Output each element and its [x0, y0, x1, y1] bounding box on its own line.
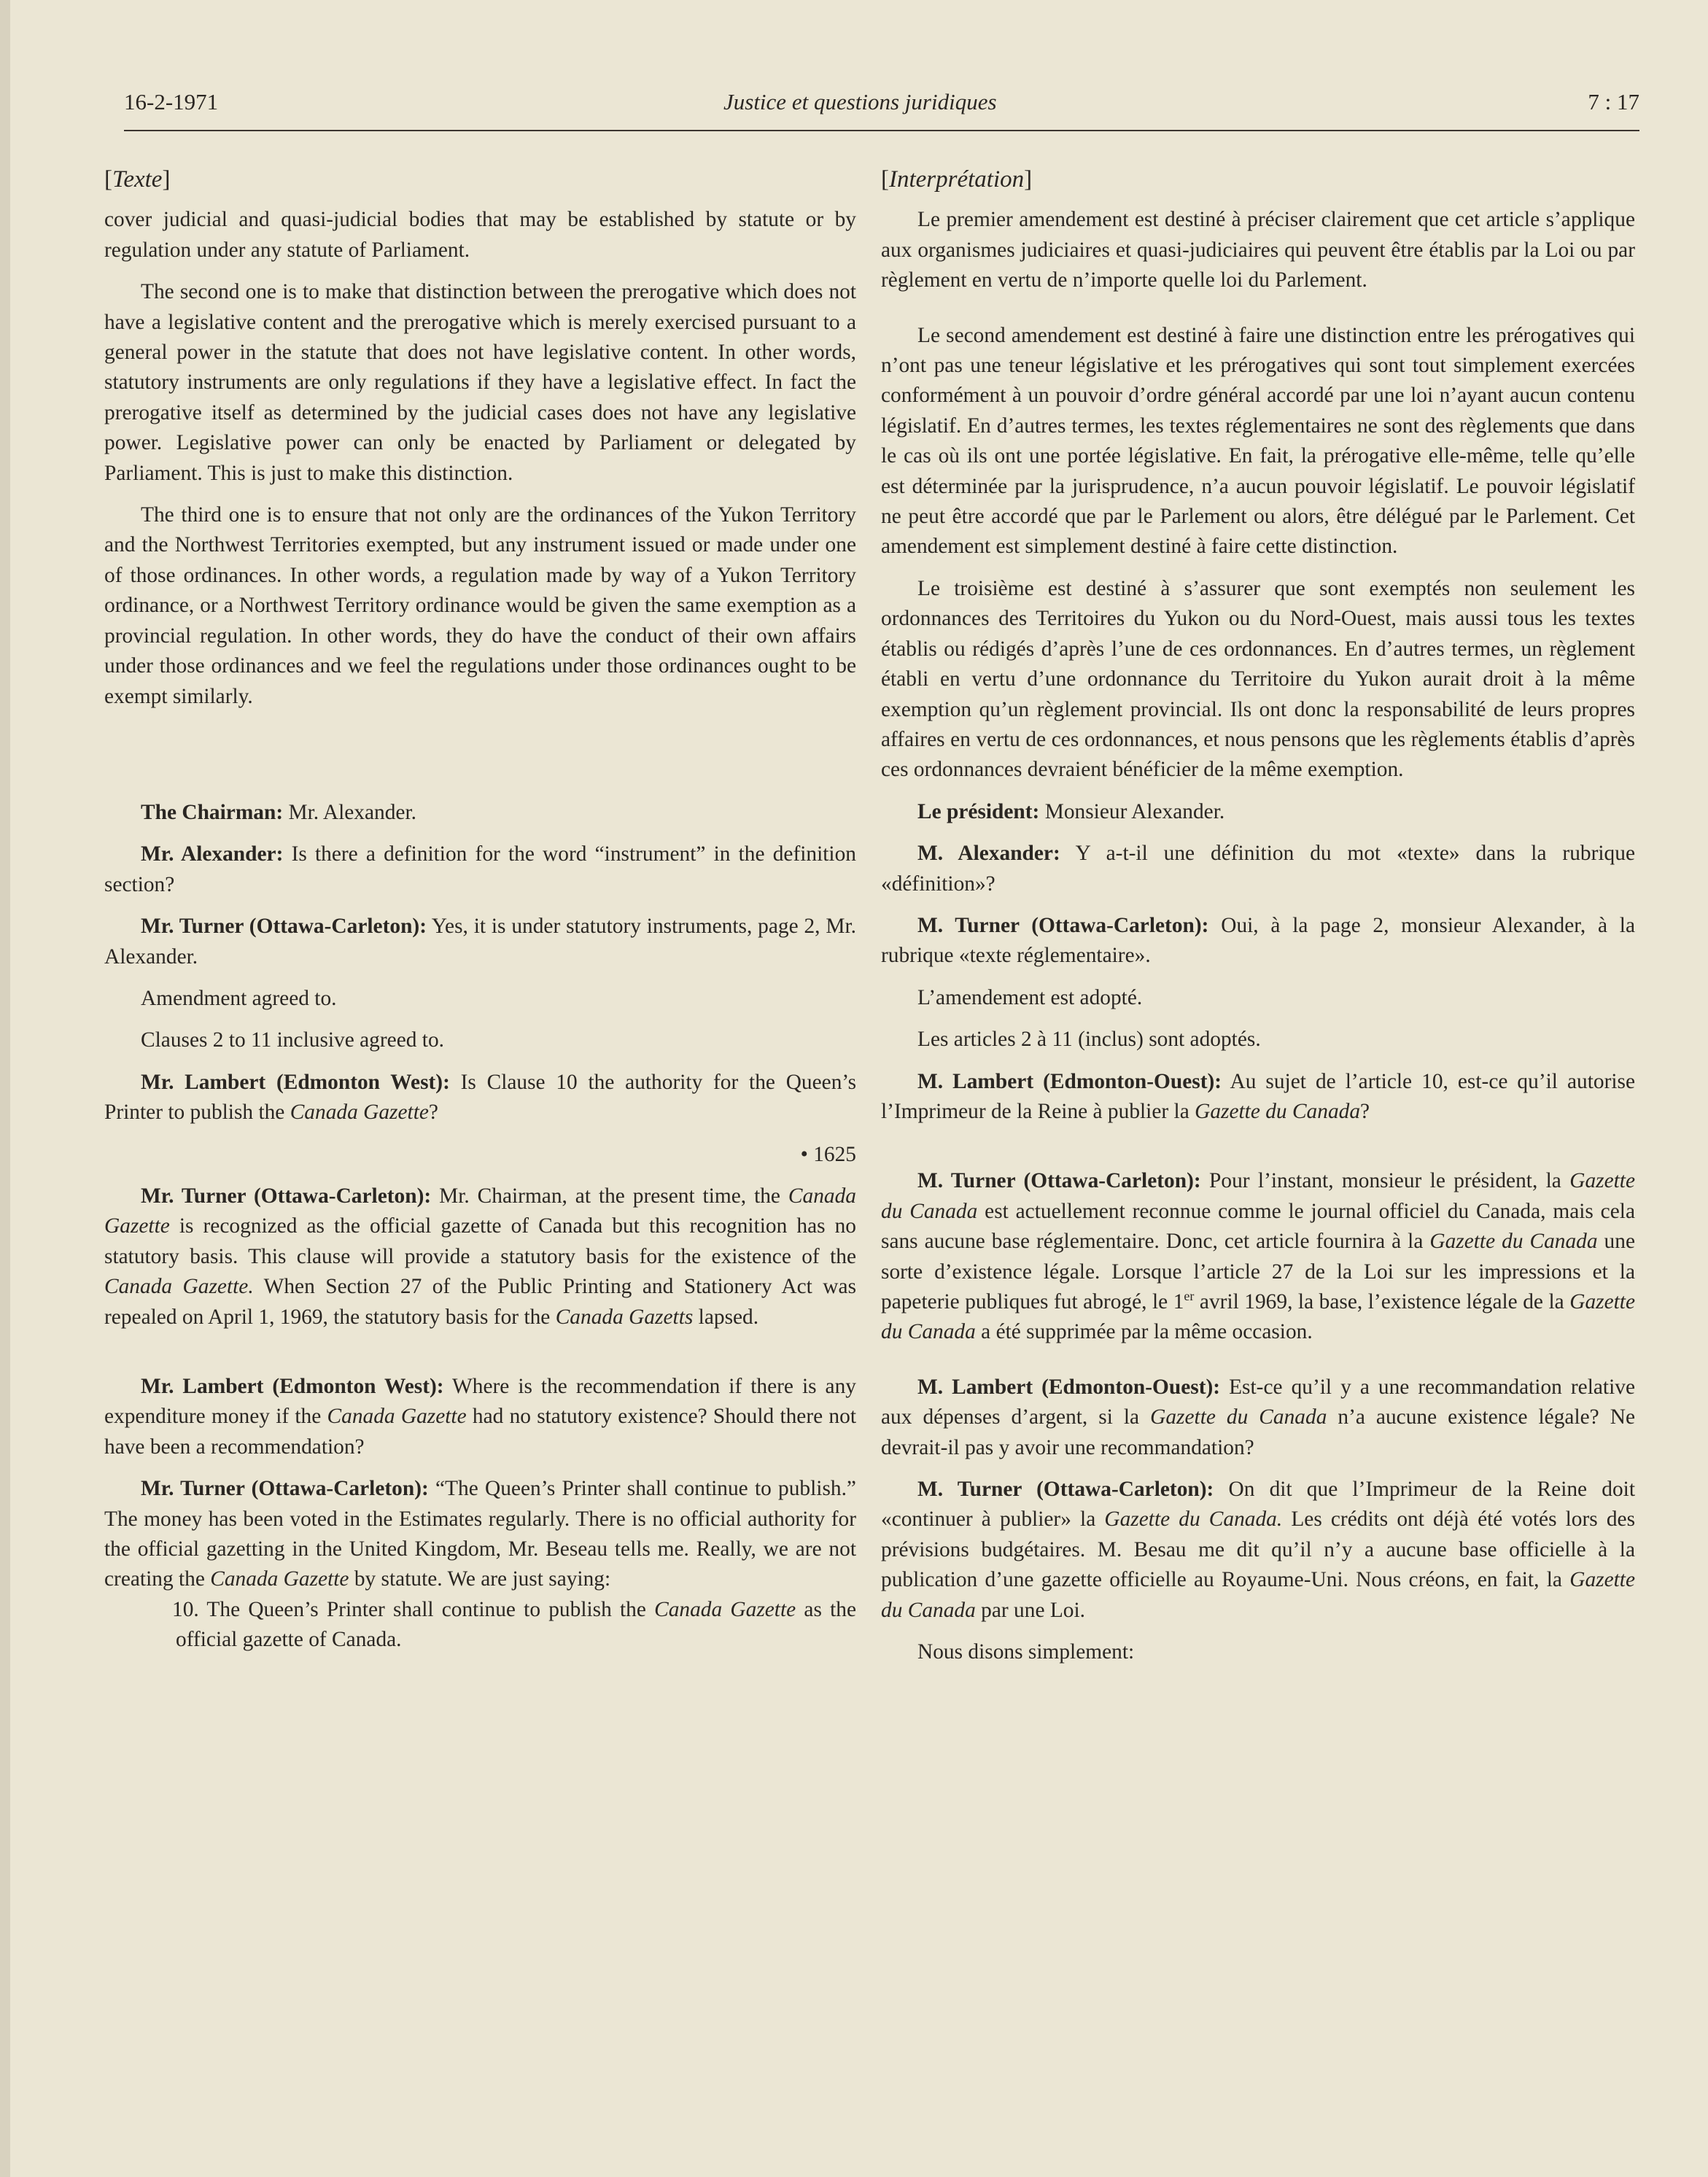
procedural-note: Amendment agreed to. — [141, 986, 337, 1010]
header-title: Justice et questions juridiques — [723, 89, 997, 115]
paragraph: Nous disons simplement: — [917, 1640, 1135, 1664]
speech: M. Lambert (Edmonton-Ouest): Est-ce qu’il y a une recommandation relative aux dépenses d’argent, si la Gazette du Canada n’a aucune existence légale? Ne devrait-il pas y avoir une recommandation? — [881, 1375, 1635, 1459]
page-edge — [0, 0, 10, 2177]
speech: M. Turner (Ottawa-Carleton): Oui, à la page 2, monsieur Alexander, à la rubrique «texte réglementaire». — [881, 913, 1635, 968]
header-date: 16-2-1971 — [124, 89, 219, 115]
speaker: Mr. Turner (Ottawa-Carleton): — [141, 1477, 429, 1501]
speech: The Chairman: Mr. Alexander. — [141, 800, 416, 824]
speech: Mr. Alexander: Is there a definition for the word “instrument” in the definition section? — [104, 842, 856, 896]
column-rubric: [Texte] — [104, 166, 171, 193]
header-page-number: 7 : 17 — [1588, 89, 1639, 115]
speaker: Mr. Turner (Ottawa-Carleton): — [141, 915, 427, 939]
running-header — [124, 82, 1639, 131]
procedural-note: Clauses 2 to 11 inclusive agreed to. — [141, 1028, 445, 1052]
speaker: M. Alexander: — [917, 842, 1060, 866]
speaker: Le président: — [917, 799, 1040, 823]
speech: Mr. Turner (Ottawa-Carleton): Mr. Chairman, at the present time, the Canada Gazette is recognized as the official gazette of Canada but this recognition has no statutory basis. This clause will provide a statutory basis for the existence of the Canada Gazette. When Section 27 of the Public Printing and Stationery Act was repealed on April 1, 1969, the statutory basis for the Canada Gazetts lapsed. — [104, 1184, 857, 1329]
paragraph: The third one is to ensure that not only are the ordinances of the Yukon Territory and the Northwest Territories exempted, but any instrument issued or made under one of those ordinances. In other words, a regulation made by way of a Yukon Territory ordinance, or a Northwest Territory ordinance would be given the same exemption as a provincial regulation. In other words, they do have the conduct of their own affairs under those ordinances and we feel the regulations under those ordinances ought to be exempt similarly. — [104, 503, 856, 708]
column-rubric: [Interprétation] — [881, 166, 1033, 193]
time-marker: • 1625 — [800, 1142, 856, 1166]
speaker: Mr. Lambert (Edmonton West): — [141, 1375, 444, 1398]
speaker: Mr. Alexander: — [141, 842, 284, 866]
paragraph: cover judicial and quasi-judicial bodies that may be established by statute or by regulation under any statute of Parliament. — [104, 208, 856, 262]
french-column — [881, 165, 1635, 1667]
procedural-note: L’amendement est adopté. — [917, 985, 1143, 1009]
speech: Mr. Lambert (Edmonton West): Where is the recommendation if there is any expenditure money if the Canada Gazette had no statutory existence? Should there not have been a recommendation? — [104, 1375, 856, 1459]
speaker: M. Turner (Ottawa-Carleton): — [917, 913, 1209, 937]
speaker: M. Lambert (Edmonton-Ouest): — [917, 1069, 1222, 1093]
speech: M. Lambert (Edmonton-Ouest): Au sujet de l’article 10, est-ce qu’il autorise l’Imprimeur de la Reine à publier la Gazette du Canada? — [881, 1069, 1636, 1123]
paragraph: Le premier amendement est destiné à préciser clairement que cet article s’applique aux organismes judiciaires et quasi-judiciaires qui peuvent être établis par la Loi ou par règlement en vertu de n’importe quelle loi du Parlement. — [881, 208, 1635, 292]
speech: M. Turner (Ottawa-Carleton): On dit que l’Imprimeur de la Reine doit «continuer à publier» la Gazette du Canada. Les crédits ont déjà été votés lors des prévisions budgétaires. M. Besau me dit qu’il n’y a aucune base officielle à la publication d’une gazette officielle au Royaume-Uni. Nous créons, en fait, la Gazette du Canada par une Loi. — [881, 1478, 1636, 1622]
speech: M. Turner (Ottawa-Carleton): Pour l’instant, monsieur le président, la Gazette du Canada est actuellement reconnue comme le journal officiel du Canada, mais cela sans aucune base réglementaire. Donc, cet article fournira à la Gazette du Canada une sorte d’existence légale. Lorsque l’article 27 de la Loi sur les impressions et la papeterie publiques fut abrogé, le 1er avril 1969, la base, l’existence légale de la Gazette du Canada a été supprimée par la même occasion. — [881, 1169, 1635, 1344]
speaker: The Chairman: — [141, 800, 284, 824]
speech: Le président: Monsieur Alexander. — [917, 799, 1225, 823]
quoted-clause: 10. The Queen’s Printer shall continue to publish the Canada Gazette as the official gazette of Canada. — [172, 1597, 856, 1652]
paragraph: The second one is to make that distinction between the prerogative which does not have a legislative content and the prerogative which is merely exercised pursuant to a general power in the statute that does not have legislative content. In other words, statutory instruments are only regulations if they have a legislative effect. In fact the prerogative itself as determined by the judicial cases does not have any legislative power. Legislative power can only be enacted by Parliament or delegated by Parliament. This is just to make this distinction. — [104, 280, 856, 485]
speaker: M. Lambert (Edmonton-Ouest): — [917, 1375, 1221, 1399]
speaker: M. Turner (Ottawa-Carleton): — [917, 1169, 1201, 1193]
speech: Mr. Turner (Ottawa-Carleton): Yes, it is under statutory instruments, page 2, Mr. Alexander. — [104, 915, 856, 969]
speech: Mr. Lambert (Edmonton West): Is Clause 10 the authority for the Queen’s Printer to publish the Canada Gazette? — [104, 1070, 857, 1125]
speech: Mr. Turner (Ottawa-Carleton): “The Queen’s Printer shall continue to publish.” The money has been voted in the Estimates regularly. There is no official authority for the official gazetting in the United Kingdom, Mr. Beseau tells me. Really, we are not creating the Canada Gazette by statute. We are just saying: — [104, 1477, 856, 1591]
speaker: M. Turner (Ottawa-Carleton): — [917, 1478, 1214, 1502]
speech: M. Alexander: Y a-t-il une définition du mot «texte» dans la rubrique «définition»? — [881, 842, 1635, 896]
paragraph: Le second amendement est destiné à faire une distinction entre les prérogatives qui n’ont pas une teneur législative et les prérogatives qui sont tout simplement exercées conformément à un pouvoir d’ordre général accordé par une loi n’ayant aucun contenu législatif. En d’autres termes, les textes réglementaires ne sont des règlements que dans le cas où ils ont une portée législative. En fait, la prérogative elle-même, telle qu’elle est déterminée par la jurisprudence, n’a aucun pouvoir législatif. Le pouvoir législatif ne peut être accordé que par le Parlement ou alors, être délégué par le Parlement. Cet amendement est simplement destiné à faire cette distinction. — [881, 323, 1635, 559]
paragraph: Le troisième est destiné à s’assurer que sont exemptés non seulement les ordonnances des Territoires du Yukon ou du Nord-Ouest, mais aussi tous les textes établis ou rédigés d’après l’une de ces ordonnances. En d’autres termes, un règlement établi en vertu d’une ordonnance du Territoire du Yukon aurait droit à la même exemption qu’un règlement provincial. Ils ont donc la responsabilité de leurs propres affaires en vertu de ces ordonnances, et nous pensons que les règlements établis d’après ces ordonnances devraient bénéficier de la même exemption. — [881, 576, 1635, 782]
speaker: Mr. Turner (Ottawa-Carleton): — [141, 1184, 432, 1208]
english-column — [104, 165, 856, 1656]
speaker: Mr. Lambert (Edmonton West): — [141, 1070, 450, 1094]
procedural-note: Les articles 2 à 11 (inclus) sont adoptés. — [917, 1028, 1261, 1052]
